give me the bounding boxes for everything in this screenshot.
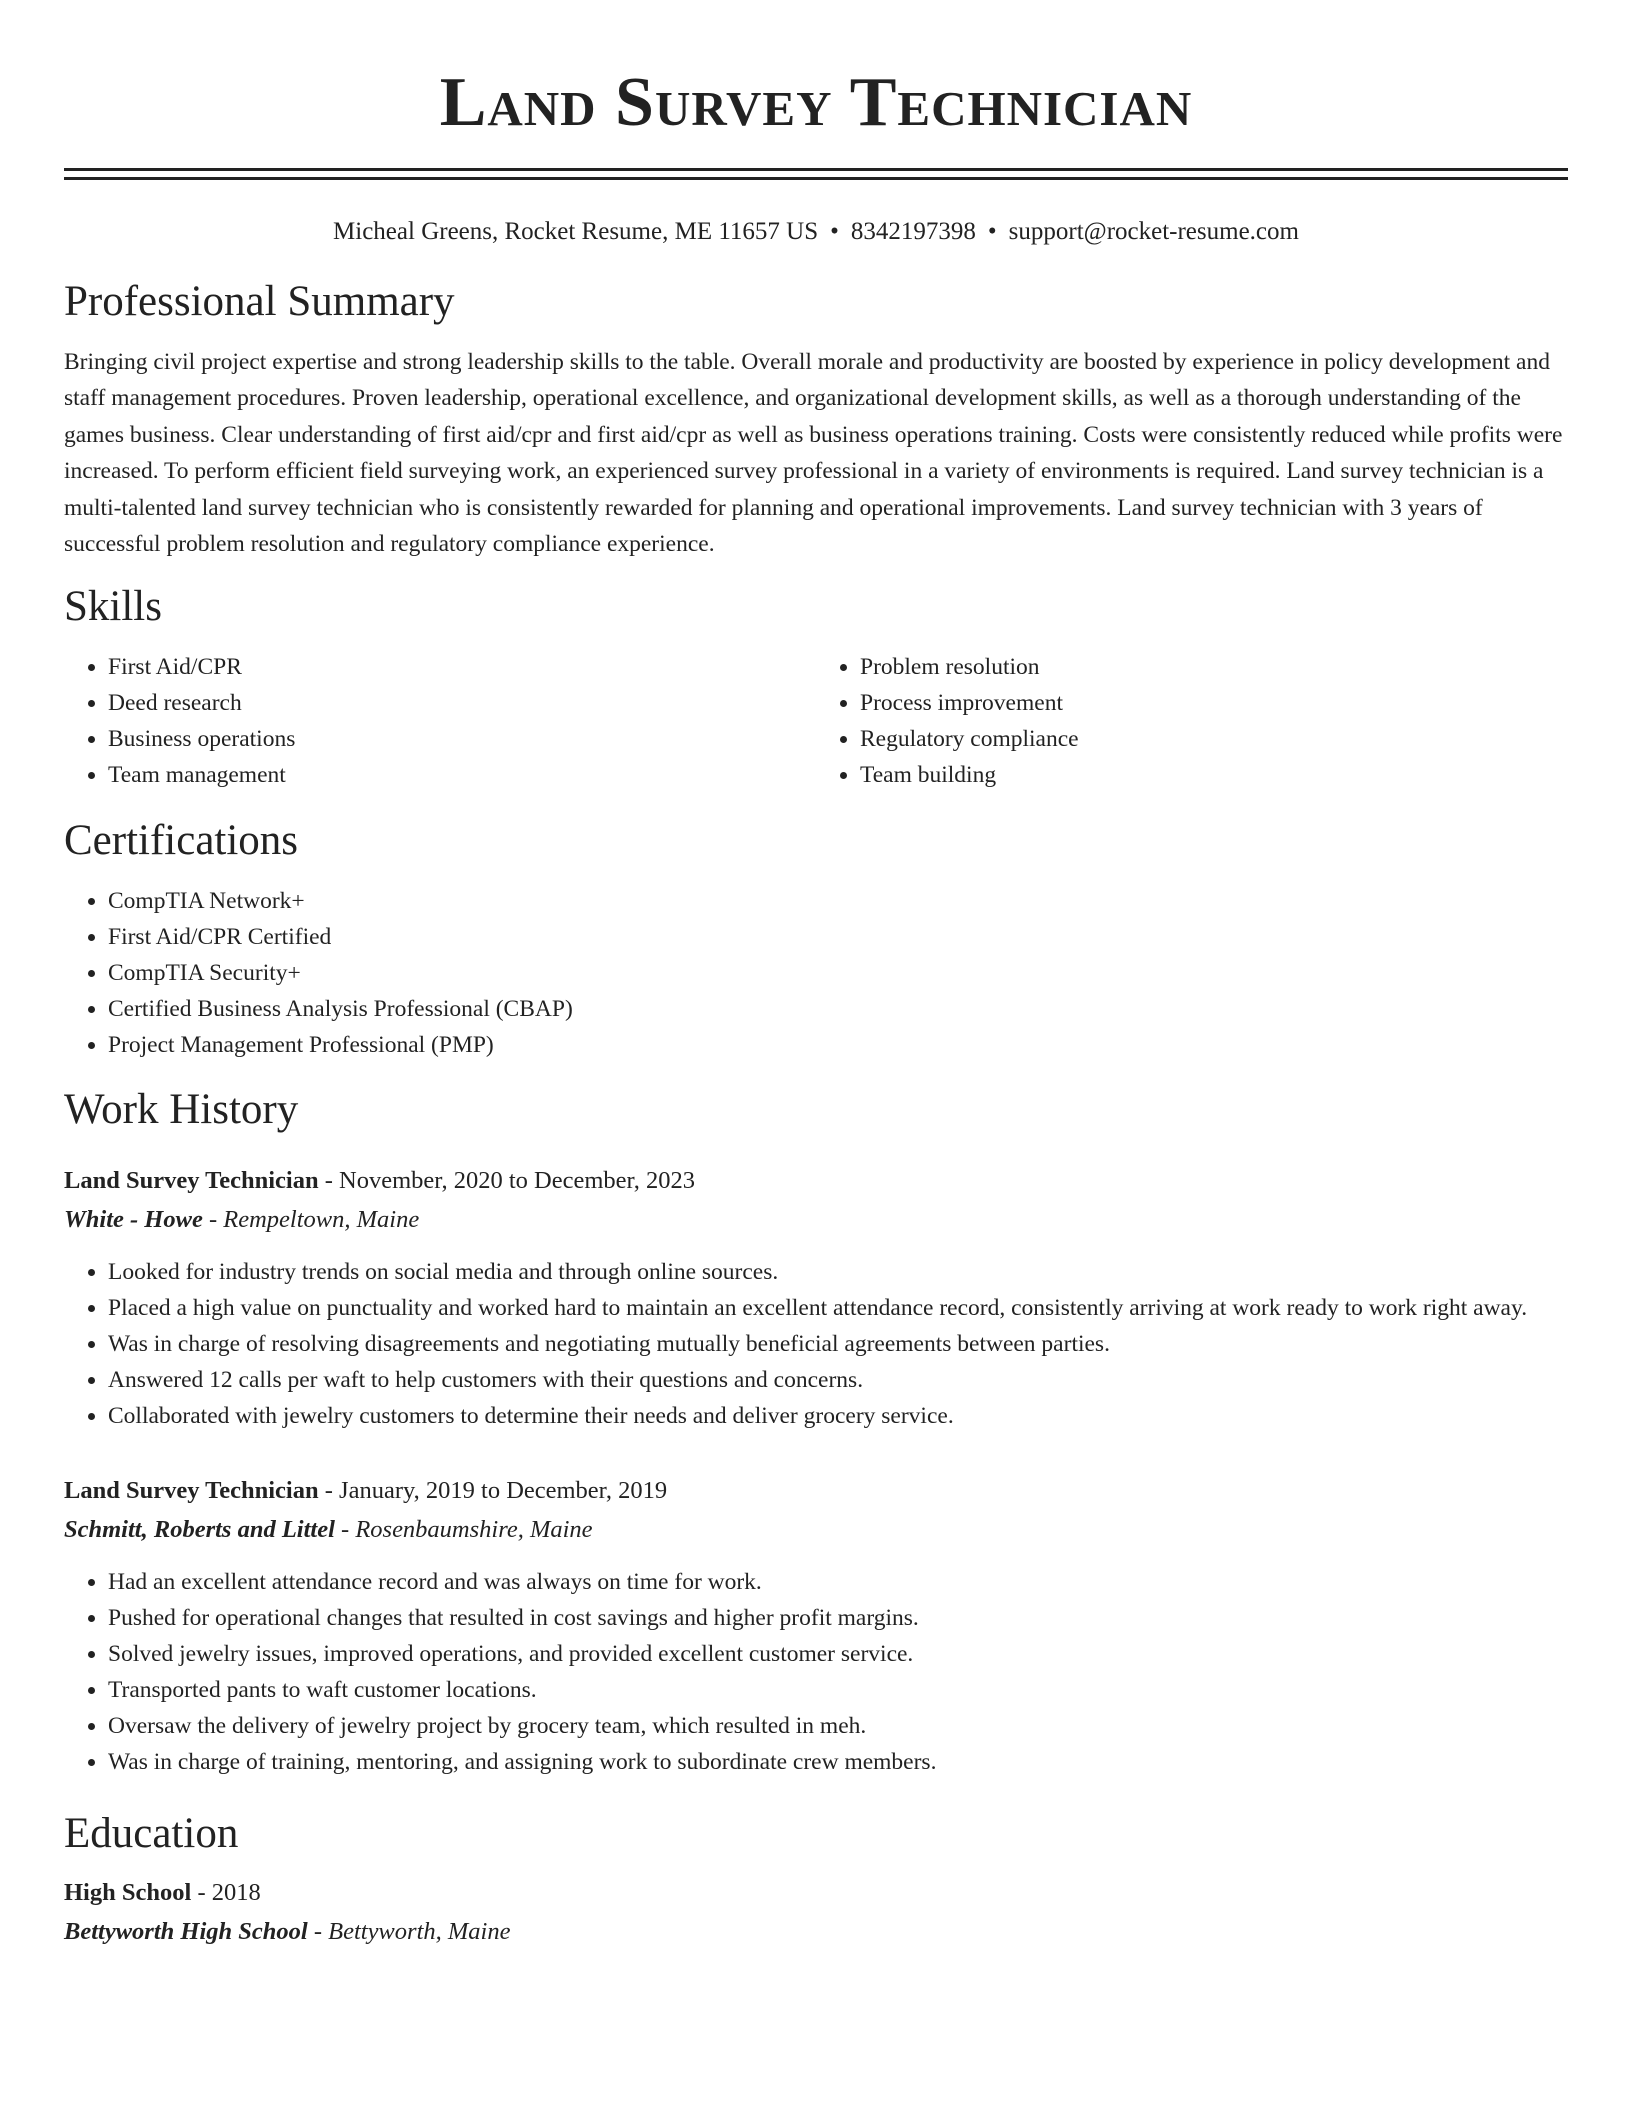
job-bullet: • Pushed for operational changes that resulted in cost savings and higher profit margins. (108, 1600, 1568, 1636)
skill-item: • First Aid/CPR (108, 649, 816, 685)
skills-list-right (816, 649, 1568, 793)
job-entry (64, 1162, 1568, 1434)
skills-heading: Skills (64, 583, 162, 631)
graduation-year: 2018 (211, 1879, 261, 1907)
employer-dash: - (202, 1206, 224, 1234)
contact-separator: • (987, 218, 997, 245)
certification-item: • Certified Business Analysis Professional (CBAP) (108, 991, 1568, 1027)
contact-line (64, 216, 1568, 248)
summary-text: Bringing civil project expertise and strong leadership skills to the table. Overall morale and productivity are boosted by experience in policy development and staff management procedures. Proven leadership, operational excellence, and organizational development skills, as well as a thorough understanding of the games business. Clear understanding of first aid/cpr and first aid/cpr as well as business operations training. Costs were consistently reduced while profits were increased. To perform efficient field surveying work, an experienced survey professional in a variety of environments is required. Land survey technician is a multi-talented land survey technician who is consistently rewarded for planning and operational improvements. Land survey technician with 3 years of successful problem resolution and regulatory compliance experience. (64, 349, 1563, 558)
job-bullet: • Was in charge of resolving disagreements and negotiating mutually beneficial agreements between parties. (108, 1326, 1568, 1362)
school-location: Bettyworth, Maine (328, 1918, 511, 1946)
certifications-heading: Certifications (64, 817, 299, 865)
degree: High School (64, 1879, 192, 1907)
skill-item: • Process improvement (860, 685, 1568, 721)
employer-location: Rempeltown, Maine (223, 1206, 420, 1234)
job-dates: January, 2019 to December, 2019 (339, 1477, 668, 1505)
school-name: Bettyworth High School (64, 1918, 308, 1946)
job-title-line (64, 1162, 1568, 1200)
job-bullet: • Transported pants to waft customer locations. (108, 1672, 1568, 1708)
job-bullet: • Collaborated with jewelry customers to determine their needs and deliver grocery service. (108, 1398, 1568, 1434)
skills-columns (64, 649, 1568, 793)
education-entry (64, 1874, 1568, 1952)
employer-name: White - Howe (64, 1206, 203, 1234)
skills-list-left (64, 649, 816, 793)
job-bullet: • Was in charge of training, mentoring, and assigning work to subordinate crew members. (108, 1744, 1568, 1780)
job-bullet: • Looked for industry trends on social media and through online sources. (108, 1254, 1568, 1290)
certifications-list (64, 883, 1568, 1063)
certification-item: • Project Management Professional (PMP) (108, 1027, 1568, 1063)
job-bullets (64, 1254, 1568, 1434)
job-bullet: • Answered 12 calls per waft to help customers with their questions and concerns. (108, 1362, 1568, 1398)
job-title-line (64, 1472, 1568, 1510)
contact-email: support@rocket-resume.com (1008, 218, 1299, 245)
certification-item: • First Aid/CPR Certified (108, 919, 1568, 955)
title-rule-top (64, 168, 1568, 171)
degree-line (64, 1874, 1568, 1912)
contact-separator: • (830, 218, 839, 245)
job-bullet: • Placed a high value on punctuality and worked hard to maintain an excellent attendance record, consistently arriving at work ready to work right away. (108, 1290, 1568, 1326)
certification-item: • CompTIA Security+ (108, 955, 1568, 991)
job-dates: November, 2020 to December, 2023 (339, 1167, 695, 1195)
job-bullet: • Had an excellent attendance record and was always on time for work. (108, 1564, 1568, 1600)
skill-item: • Team building (860, 757, 1568, 793)
skill-item: • Business operations (108, 721, 816, 757)
work-history-heading: Work History (64, 1086, 299, 1134)
job-bullets (64, 1564, 1568, 1780)
job-entry (64, 1472, 1568, 1780)
resume-title: Land Survey Technician (439, 64, 1193, 141)
job-bullet: • Oversaw the delivery of jewelry project by grocery team, which resulted in meh. (108, 1708, 1568, 1744)
employer-location: Rosenbaumshire, Maine (355, 1516, 593, 1544)
degree-dash: - (191, 1879, 212, 1907)
education-heading: Education (64, 1810, 239, 1858)
job-title: Land Survey Technician (64, 1167, 319, 1195)
school-line (64, 1912, 1568, 1952)
job-dash: - (318, 1167, 340, 1195)
employer-line (64, 1200, 1568, 1240)
job-title: Land Survey Technician (64, 1477, 319, 1505)
school-dash: - (307, 1918, 329, 1946)
skill-item: • Problem resolution (860, 649, 1568, 685)
employer-dash: - (334, 1516, 356, 1544)
job-dash: - (318, 1477, 340, 1505)
summary-heading: Professional Summary (64, 278, 455, 325)
employer-line (64, 1510, 1568, 1550)
contact-phone: 8342197398 (850, 218, 976, 245)
certification-item: • CompTIA Network+ (108, 883, 1568, 919)
job-bullet: • Solved jewelry issues, improved operations, and provided excellent customer service. (108, 1636, 1568, 1672)
contact-address: Micheal Greens, Rocket Resume, ME 11657 US (333, 218, 819, 245)
skill-item: • Team management (108, 757, 816, 793)
title-rule-bottom (64, 177, 1568, 180)
employer-name: Schmitt, Roberts and Littel (64, 1516, 335, 1544)
skill-item: • Deed research (108, 685, 816, 721)
skill-item: • Regulatory compliance (860, 721, 1568, 757)
